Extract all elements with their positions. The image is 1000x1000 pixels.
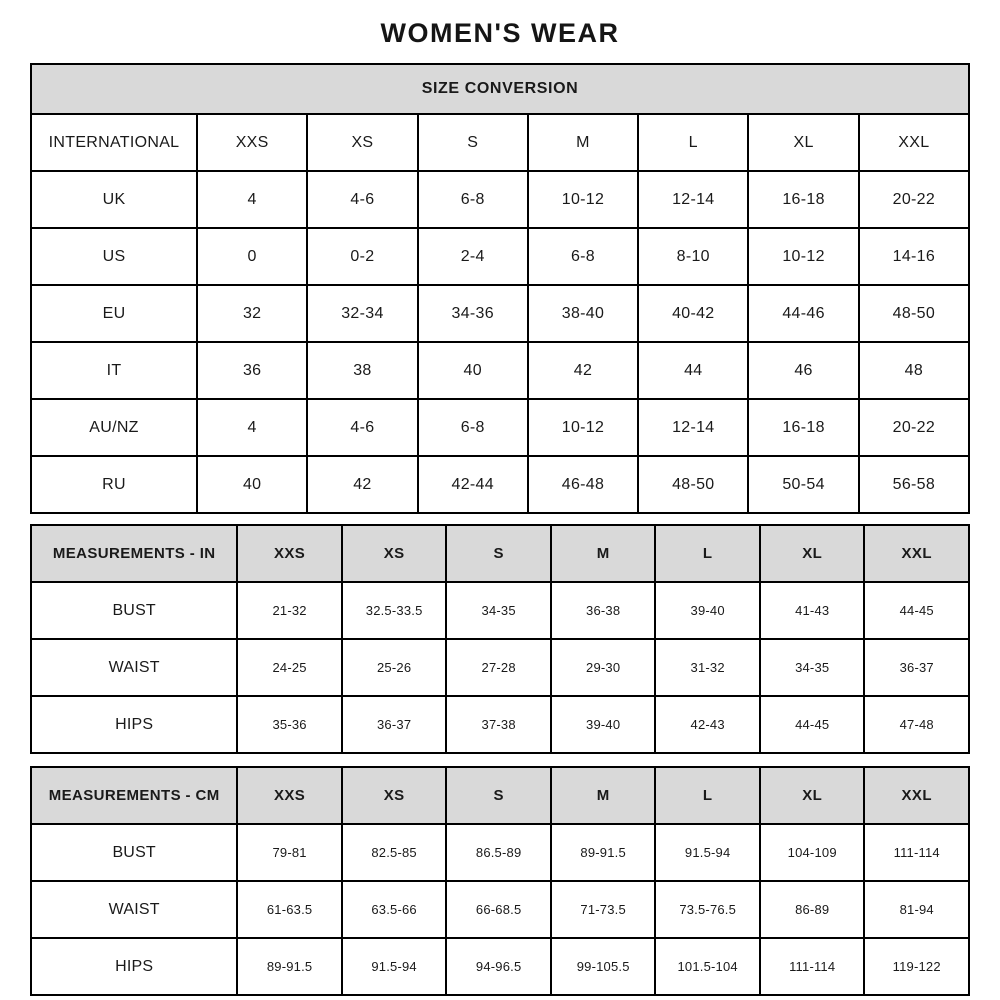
table-row-it (31, 342, 969, 399)
measure-value-cell: 25-26 (342, 639, 447, 696)
size-value-cell: 2-4 (418, 228, 528, 285)
measure-value-cell: 101.5-104 (655, 938, 760, 995)
size-value-cell: 14-16 (859, 228, 969, 285)
measure-value-cell: 73.5-76.5 (655, 881, 760, 938)
measure-value-cell: 63.5-66 (342, 881, 447, 938)
size-value-cell: 44-46 (748, 285, 858, 342)
measure-value-cell: 47-48 (864, 696, 969, 753)
row-label: BUST (31, 824, 237, 881)
size-value-cell: 56-58 (859, 456, 969, 513)
col-header-s: S (418, 114, 528, 171)
size-value-cell: 6-8 (528, 228, 638, 285)
measure-value-cell: 111-114 (864, 824, 969, 881)
size-value-cell: 34-36 (418, 285, 528, 342)
size-value-cell: 42 (307, 456, 417, 513)
col-header-xxs: XXS (237, 767, 342, 824)
measure-value-cell: 89-91.5 (551, 824, 656, 881)
size-value-cell: 10-12 (528, 399, 638, 456)
row-label: IT (31, 342, 197, 399)
size-value-cell: 10-12 (748, 228, 858, 285)
measure-value-cell: 27-28 (446, 639, 551, 696)
measurements-in-header-row (31, 525, 969, 582)
size-value-cell: 4 (197, 171, 307, 228)
measure-value-cell: 29-30 (551, 639, 656, 696)
col-header-xs: XS (342, 525, 447, 582)
table-row-hips-cm (31, 938, 969, 995)
size-value-cell: 40 (197, 456, 307, 513)
row-label: HIPS (31, 696, 237, 753)
measure-value-cell: 91.5-94 (655, 824, 760, 881)
size-conversion-title: SIZE CONVERSION (31, 64, 969, 114)
size-value-cell: 46 (748, 342, 858, 399)
measure-value-cell: 71-73.5 (551, 881, 656, 938)
col-header-xl: XL (760, 525, 865, 582)
measure-value-cell: 66-68.5 (446, 881, 551, 938)
size-value-cell: 12-14 (638, 399, 748, 456)
size-value-cell: 16-18 (748, 399, 858, 456)
size-value-cell: 48 (859, 342, 969, 399)
table-row-uk (31, 171, 969, 228)
table-row-bust-cm (31, 824, 969, 881)
measure-value-cell: 91.5-94 (342, 938, 447, 995)
size-value-cell: 20-22 (859, 171, 969, 228)
size-value-cell: 20-22 (859, 399, 969, 456)
size-value-cell: 44 (638, 342, 748, 399)
size-value-cell: 4-6 (307, 399, 417, 456)
row-label: RU (31, 456, 197, 513)
measure-value-cell: 94-96.5 (446, 938, 551, 995)
table-row-waist-in (31, 639, 969, 696)
size-value-cell: 40-42 (638, 285, 748, 342)
measure-value-cell: 31-32 (655, 639, 760, 696)
col-header-xxs: XXS (197, 114, 307, 171)
col-header-xxl: XXL (864, 525, 969, 582)
col-header-xl: XL (760, 767, 865, 824)
size-value-cell: 48-50 (638, 456, 748, 513)
measure-value-cell: 79-81 (237, 824, 342, 881)
measure-value-cell: 24-25 (237, 639, 342, 696)
size-value-cell: 48-50 (859, 285, 969, 342)
size-value-cell: 4 (197, 399, 307, 456)
table-row-eu (31, 285, 969, 342)
col-header-xs: XS (307, 114, 417, 171)
size-value-cell: 0-2 (307, 228, 417, 285)
measure-value-cell: 89-91.5 (237, 938, 342, 995)
measurements-in-title: MEASUREMENTS - IN (31, 525, 237, 582)
col-header-international: INTERNATIONAL (31, 114, 197, 171)
row-label: AU/NZ (31, 399, 197, 456)
table-row-ru (31, 456, 969, 513)
row-label: US (31, 228, 197, 285)
measure-value-cell: 36-38 (551, 582, 656, 639)
size-conversion-header-row (31, 114, 969, 171)
table-row-aunz (31, 399, 969, 456)
measure-value-cell: 44-45 (760, 696, 865, 753)
measurements-cm-header-row (31, 767, 969, 824)
measure-value-cell: 81-94 (864, 881, 969, 938)
table-row-bust-in (31, 582, 969, 639)
size-value-cell: 36 (197, 342, 307, 399)
col-header-l: L (655, 767, 760, 824)
size-value-cell: 6-8 (418, 171, 528, 228)
measurements-cm-title: MEASUREMENTS - CM (31, 767, 237, 824)
row-label: BUST (31, 582, 237, 639)
measure-value-cell: 41-43 (760, 582, 865, 639)
measure-value-cell: 39-40 (655, 582, 760, 639)
size-value-cell: 12-14 (638, 171, 748, 228)
size-value-cell: 6-8 (418, 399, 528, 456)
col-header-l: L (638, 114, 748, 171)
size-value-cell: 42 (528, 342, 638, 399)
measure-value-cell: 21-32 (237, 582, 342, 639)
size-value-cell: 4-6 (307, 171, 417, 228)
col-header-m: M (551, 767, 656, 824)
page-title: WOMEN'S WEAR (380, 18, 620, 48)
measurements-in-table (30, 524, 970, 754)
measure-value-cell: 104-109 (760, 824, 865, 881)
measure-value-cell: 35-36 (237, 696, 342, 753)
size-value-cell: 16-18 (748, 171, 858, 228)
size-value-cell: 32 (197, 285, 307, 342)
table-caption-row (31, 64, 969, 114)
measure-value-cell: 39-40 (551, 696, 656, 753)
measurements-cm-table (30, 766, 970, 996)
size-value-cell: 42-44 (418, 456, 528, 513)
row-label: UK (31, 171, 197, 228)
measure-value-cell: 61-63.5 (237, 881, 342, 938)
measure-value-cell: 44-45 (864, 582, 969, 639)
size-value-cell: 0 (197, 228, 307, 285)
size-value-cell: 40 (418, 342, 528, 399)
measure-value-cell: 42-43 (655, 696, 760, 753)
measure-value-cell: 111-114 (760, 938, 865, 995)
col-header-m: M (551, 525, 656, 582)
col-header-m: M (528, 114, 638, 171)
measure-value-cell: 36-37 (342, 696, 447, 753)
size-value-cell: 46-48 (528, 456, 638, 513)
table-row-us (31, 228, 969, 285)
col-header-xs: XS (342, 767, 447, 824)
size-value-cell: 32-34 (307, 285, 417, 342)
measure-value-cell: 34-35 (760, 639, 865, 696)
size-conversion-table (30, 63, 970, 514)
size-value-cell: 10-12 (528, 171, 638, 228)
size-value-cell: 8-10 (638, 228, 748, 285)
col-header-s: S (446, 767, 551, 824)
table-row-hips-in (31, 696, 969, 753)
col-header-xxl: XXL (859, 114, 969, 171)
col-header-l: L (655, 525, 760, 582)
measure-value-cell: 86-89 (760, 881, 865, 938)
size-value-cell: 50-54 (748, 456, 858, 513)
measure-value-cell: 34-35 (446, 582, 551, 639)
measure-value-cell: 99-105.5 (551, 938, 656, 995)
size-value-cell: 38-40 (528, 285, 638, 342)
measure-value-cell: 32.5-33.5 (342, 582, 447, 639)
col-header-xl: XL (748, 114, 858, 171)
measure-value-cell: 119-122 (864, 938, 969, 995)
col-header-s: S (446, 525, 551, 582)
measure-value-cell: 86.5-89 (446, 824, 551, 881)
table-row-waist-cm (31, 881, 969, 938)
measure-value-cell: 36-37 (864, 639, 969, 696)
col-header-xxs: XXS (237, 525, 342, 582)
measure-value-cell: 82.5-85 (342, 824, 447, 881)
row-label: HIPS (31, 938, 237, 995)
row-label: WAIST (31, 639, 237, 696)
size-value-cell: 38 (307, 342, 417, 399)
col-header-xxl: XXL (864, 767, 969, 824)
measure-value-cell: 37-38 (446, 696, 551, 753)
row-label: EU (31, 285, 197, 342)
row-label: WAIST (31, 881, 237, 938)
